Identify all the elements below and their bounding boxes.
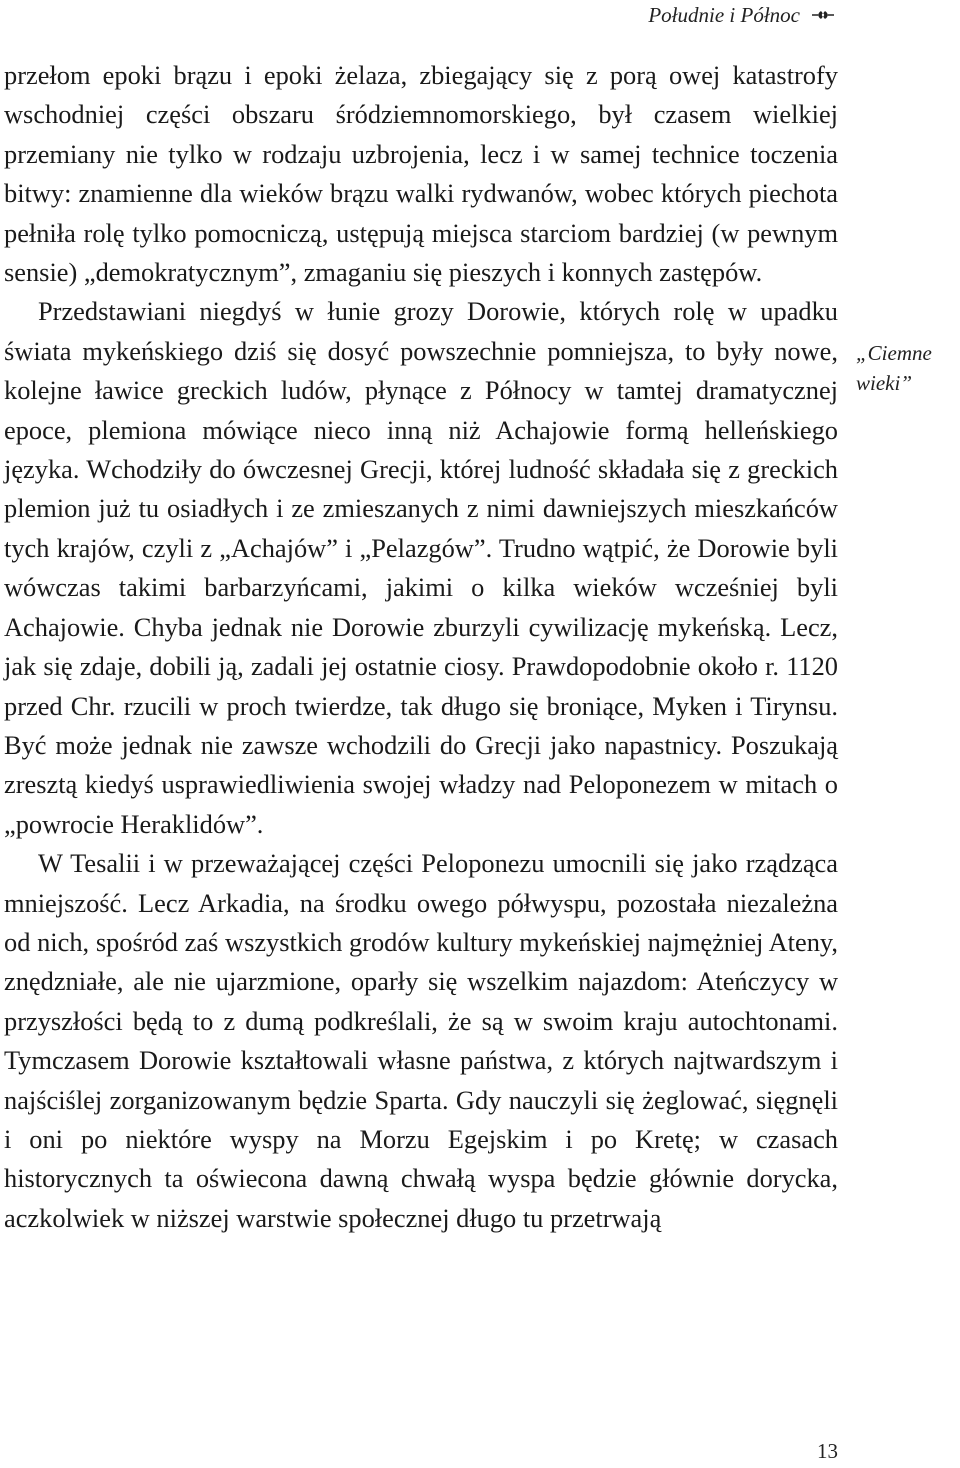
paragraph-2: Przedstawiani niegdyś w łunie grozy Dorowie, których rolę w upadku świata mykeńskiego dziś się dosyć powszechnie pomniejsza, to były nowe, kolejne ławice greckich ludów, płynące z Północy w tamtej dramatycznej epoce, plemiona mówiące nieco inną niż Achajowie formą helleńskiego języka. Wchodziły do ówczesnej Grecji, której ludność składała się z greckich plemion już tu osiadłych i ze zmieszanych z nimi dawniejszych mieszkańców tych krajów, czyli z „Achajów” i „Pelazgów”. Trudno wątpić, że Dorowie byli wówczas takimi barbarzyńcami, jakimi o kilka wieków wcześniej byli Achajowie. Chyba jednak nie Dorowie zburzyli cywilizację mykeńską. Lecz, jak się zdaje, dobili ją, zadali jej ostatnie ciosy. Prawdopodobnie około r. 1120 przed Chr. rzucili w proch twierdze, tak długo się broniące, Myken i Tirynsu. Być może jednak nie zawsze wchodzili do Grecji jako napastnicy. Poszukają zresztą kiedyś usprawiedliwienia swojej władzy nad Peloponezem w mitach o „powrocie Heraklidów”. (4, 296, 838, 839)
running-title: Południe i Północ (648, 3, 800, 27)
page-number: 13 (817, 1439, 838, 1463)
body-text (4, 56, 838, 1238)
margin-note-line-2: wieki” (856, 371, 912, 395)
fleuron-ornament-icon (810, 7, 836, 23)
margin-note-line-1: „Ciemne (856, 341, 932, 365)
paragraph-3: W Tesalii i w przeważającej części Peloponezu umocnili się jako rządząca mniejszość. Lecz Arkadia, na środku owego półwyspu, pozostała niezależna od nich, spośród zaś wszystkich grodów kultury mykeńskiej najmężniej Ateny, znędzniałe, ale nie ujarzmione, oparły się wszelkim najazdom: Ateńczycy w przyszłości będą to z dumą podkreślali, że są w swoim kraju autochtonami. Tymczasem Dorowie kształtowali własne państwa, z których najtwardszym i najściślej zorganizowanym będzie Sparta. Gdy nauczyli się żeglować, sięgnęli i oni po niektóre wyspy na Morzu Egejskim i po Kretę; w czasach historycznych ta oświecona dawną chwałą wyspa będzie głównie dorycka, aczkolwiek w niższej warstwie społecznej długo tu przetrwają (4, 848, 838, 1233)
paragraph-1: przełom epoki brązu i epoki żelaza, zbiegający się z porą owej katastrofy wschodniej części obszaru śródziemnomorskiego, był czasem wielkiej przemiany nie tylko w rodzaju uzbrojenia, lecz i w samej technice toczenia bitwy: znamienne dla wieków brązu walki rydwanów, wobec których piechota pełniła rolę tylko pomocniczą, ustępują miejsca starciom bardziej (w pewnym sensie) „demokratycznym”, zmaganiu się pieszych i konnych zastępów. (4, 60, 838, 288)
running-header (648, 4, 836, 26)
margin-note (856, 338, 960, 398)
